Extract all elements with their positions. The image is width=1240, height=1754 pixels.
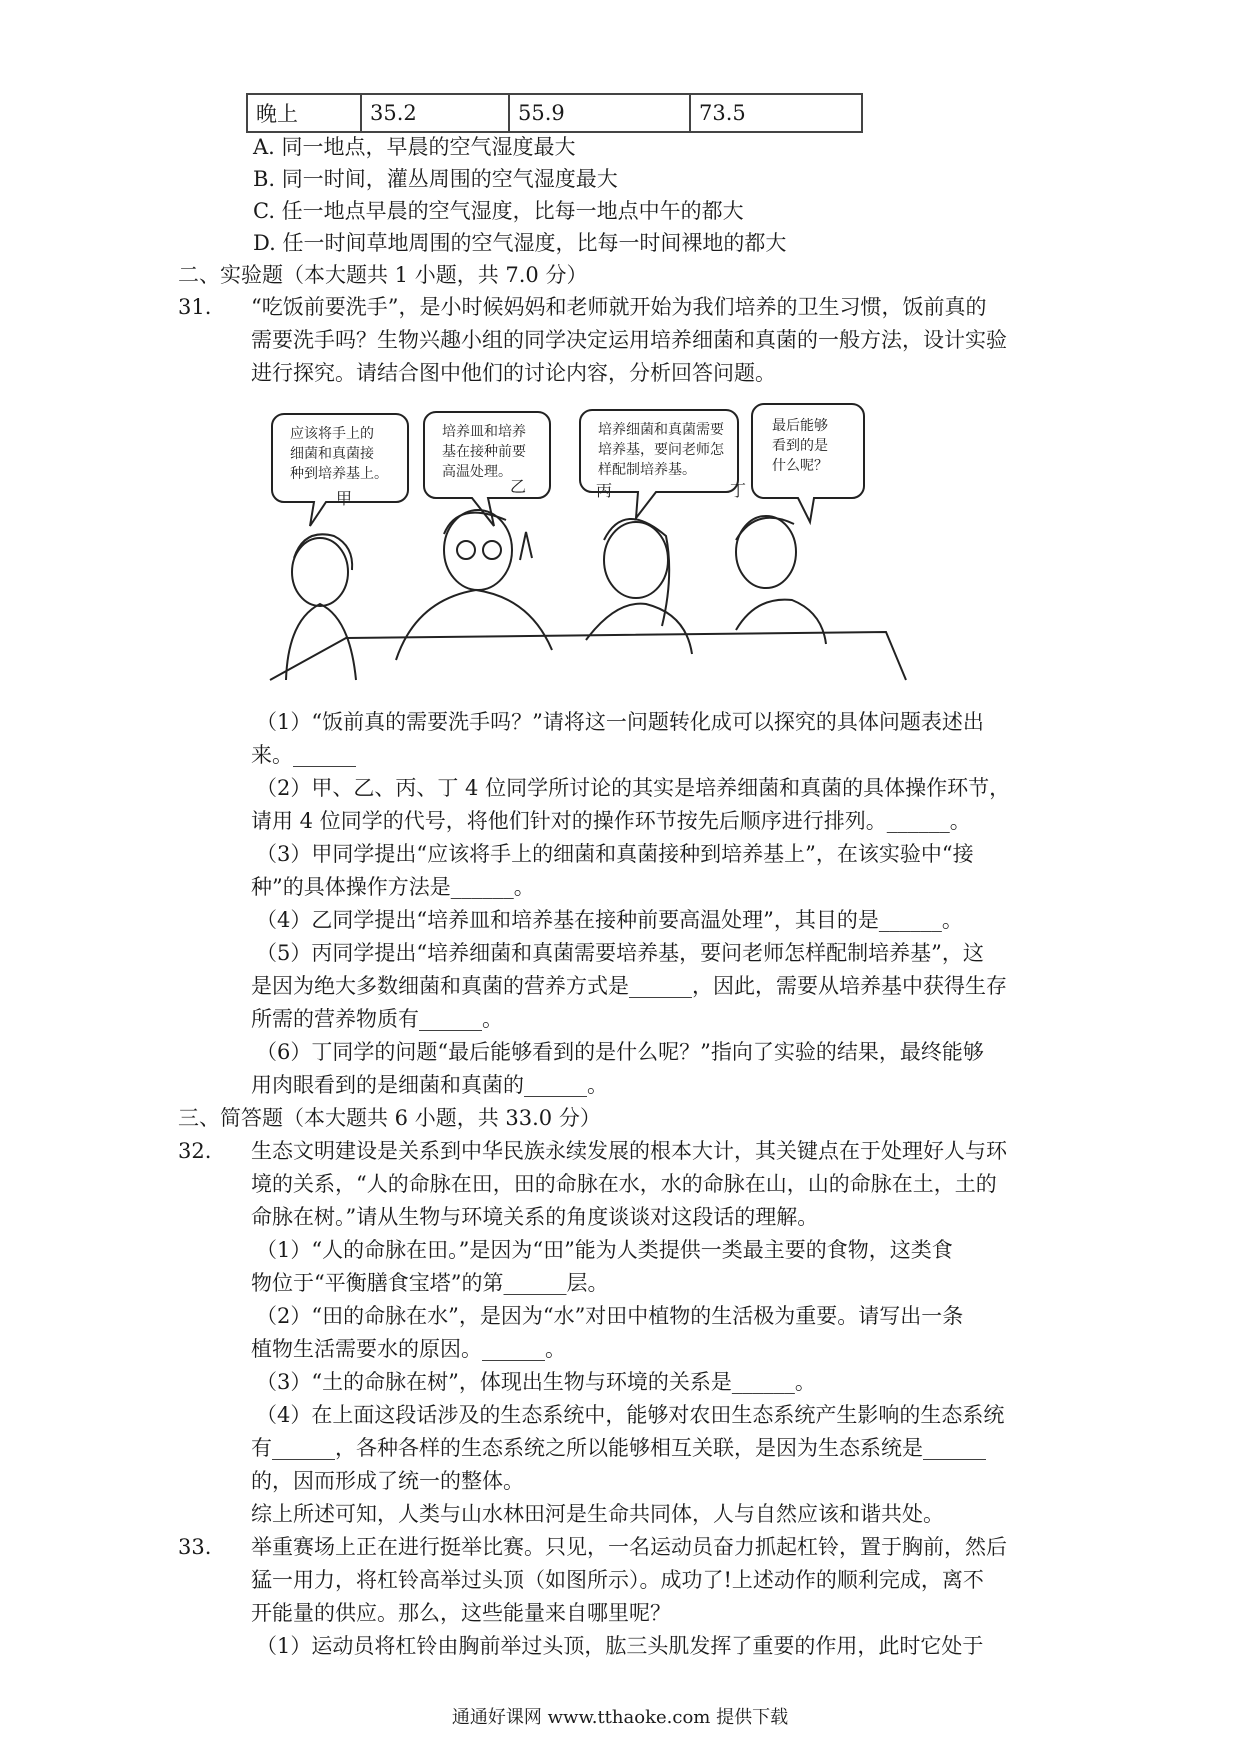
question-text: 开能量的供应。那么，这些能量来自哪里呢？	[251, 1601, 671, 1625]
svg-text:培养基，要问老师怎: 培养基，要问老师怎	[598, 442, 724, 458]
sub-question: 来。______	[251, 743, 356, 767]
svg-text:样配制培养基。: 样配制培养基。	[598, 462, 696, 478]
sub-question: 种”的具体操作方法是______。	[251, 875, 535, 899]
question-number: 32.	[178, 1139, 212, 1163]
humidity-table	[246, 93, 863, 133]
person-jia-head	[292, 538, 348, 606]
bubble-text-2: 培养皿和培养	[442, 424, 526, 440]
sub-question: 是因为绝大多数细菌和真菌的营养方式是______，因此，需要从培养基中获得生存	[251, 974, 1007, 998]
bubble-text-3: 培养细菌和真菌需要	[598, 422, 724, 438]
discussion-illustration	[266, 400, 910, 686]
sub-question: （2）“田的命脉在水”，是因为“水”对田中植物的生活极为重要。请写出一条	[256, 1304, 964, 1328]
sub-question: 请用 4 位同学的代号，将他们针对的操作环节按先后顺序进行排列。______。	[251, 809, 971, 833]
table-row	[247, 94, 862, 132]
svg-text:看到的是: 看到的是	[772, 438, 828, 454]
bubble-text-4: 最后能够	[772, 418, 828, 434]
option-a: A. 同一地点，早晨的空气湿度最大	[253, 135, 576, 159]
question-text: 需要洗手吗？生物兴趣小组的同学决定运用培养细菌和真菌的一般方法，设计实验	[251, 328, 1007, 352]
table-cell: 73.5	[690, 94, 862, 132]
question-number: 31.	[178, 295, 212, 319]
svg-text:种到培养基上。: 种到培养基上。	[290, 466, 388, 482]
label-ding: 丁	[730, 481, 747, 500]
table-cell: 晚上	[247, 94, 361, 132]
summary-text: 综上所述可知，人类与山水林田河是生命共同体，人与自然应该和谐共处。	[251, 1502, 944, 1526]
footer-watermark: 通通好课网 www.tthaoke.com 提供下载	[451, 1707, 789, 1728]
question-text: 境的关系，“人的命脉在田，田的命脉在水，水的命脉在山，山的命脉在土，土的	[251, 1172, 997, 1196]
label-bing: 丙	[596, 481, 613, 500]
sub-question: （3）“土的命脉在树”，体现出生物与环境的关系是______。	[256, 1370, 816, 1394]
question-text: 举重赛场上正在进行挺举比赛。只见，一名运动员奋力抓起杠铃，置于胸前，然后	[251, 1535, 1007, 1559]
question-text: 命脉在树。”请从生物与环境关系的角度谈谈对这段话的理解。	[251, 1205, 819, 1229]
table-cell: 55.9	[509, 94, 690, 132]
svg-text:细菌和真菌接: 细菌和真菌接	[290, 446, 374, 462]
question-text: 生态文明建设是关系到中华民族永续发展的根本大计，其关键点在于处理好人与环	[251, 1139, 1007, 1163]
question-text: 猛一用力，将杠铃高举过头顶（如图所示）。成功了!上述动作的顺利完成，离不	[251, 1568, 984, 1592]
label-yi: 乙	[510, 477, 527, 496]
sub-question: （1）“饭前真的需要洗手吗？”请将这一问题转化成可以探究的具体问题表述出	[256, 710, 984, 734]
sub-question: 物位于“平衡膳食宝塔”的第______层。	[251, 1271, 609, 1295]
sub-question: 的，因而形成了统一的整体。	[251, 1469, 524, 1493]
label-jia: 甲	[336, 489, 353, 508]
sub-question: 用肉眼看到的是细菌和真菌的______。	[251, 1073, 608, 1097]
sub-question: （1）“人的命脉在田。”是因为“田”能为人类提供一类最主要的食物，这类食	[256, 1238, 953, 1262]
svg-text:高温处理。: 高温处理。	[442, 464, 512, 480]
sub-question: 植物生活需要水的原因。______。	[251, 1337, 566, 1361]
svg-text:基在接种前要: 基在接种前要	[442, 444, 526, 460]
svg-text:什么呢？: 什么呢？	[772, 458, 828, 474]
option-b: B. 同一时间，灌丛周围的空气湿度最大	[253, 167, 618, 191]
table-drawing	[270, 632, 906, 680]
option-c: C. 任一地点早晨的空气湿度，比每一地点中午的都大	[253, 199, 744, 223]
sub-question: （5）丙同学提出“培养细菌和真菌需要培养基，要问老师怎样配制培养基”，这	[256, 941, 984, 965]
section-heading-experiment: 二、实验题（本大题共 1 小题，共 7.0 分）	[178, 263, 588, 287]
sub-question: （4）乙同学提出“培养皿和培养基在接种前要高温处理”，其目的是______。	[256, 908, 963, 932]
bubble-text-1: 应该将手上的	[290, 426, 374, 442]
section-heading-short-answer: 三、简答题（本大题共 6 小题，共 33.0 分）	[178, 1106, 601, 1130]
person-bing-head	[604, 522, 668, 598]
question-text: 进行探究。请结合图中他们的讨论内容，分析回答问题。	[251, 361, 776, 385]
sub-question: （4）在上面这段话涉及的生态系统中，能够对农田生态系统产生影响的生态系统	[256, 1403, 1005, 1427]
sub-question: 有______，各种各样的生态系统之所以能够相互关联，是因为生态系统是______	[251, 1436, 986, 1460]
sub-question: （1）运动员将杠铃由胸前举过头顶，肱三头肌发挥了重要的作用，此时它处于	[256, 1634, 984, 1658]
sub-question: 所需的营养物质有______。	[251, 1007, 503, 1031]
sub-question: （3）甲同学提出“应该将手上的细菌和真菌接种到培养基上”，在该实验中“接	[256, 842, 974, 866]
question-text: “吃饭前要洗手”，是小时候妈妈和老师就开始为我们培养的卫生习惯，饭前真的	[251, 295, 987, 319]
sub-question: （2）甲、乙、丙、丁 4 位同学所讨论的其实是培养细菌和真菌的具体操作环节，	[256, 776, 1011, 800]
question-number: 33.	[178, 1535, 212, 1559]
sub-question: （6）丁同学的问题“最后能够看到的是什么呢？”指向了实验的结果，最终能够	[256, 1040, 984, 1064]
table-cell: 35.2	[361, 94, 509, 132]
option-d: D. 任一时间草地周围的空气湿度，比每一时间裸地的都大	[253, 231, 787, 255]
